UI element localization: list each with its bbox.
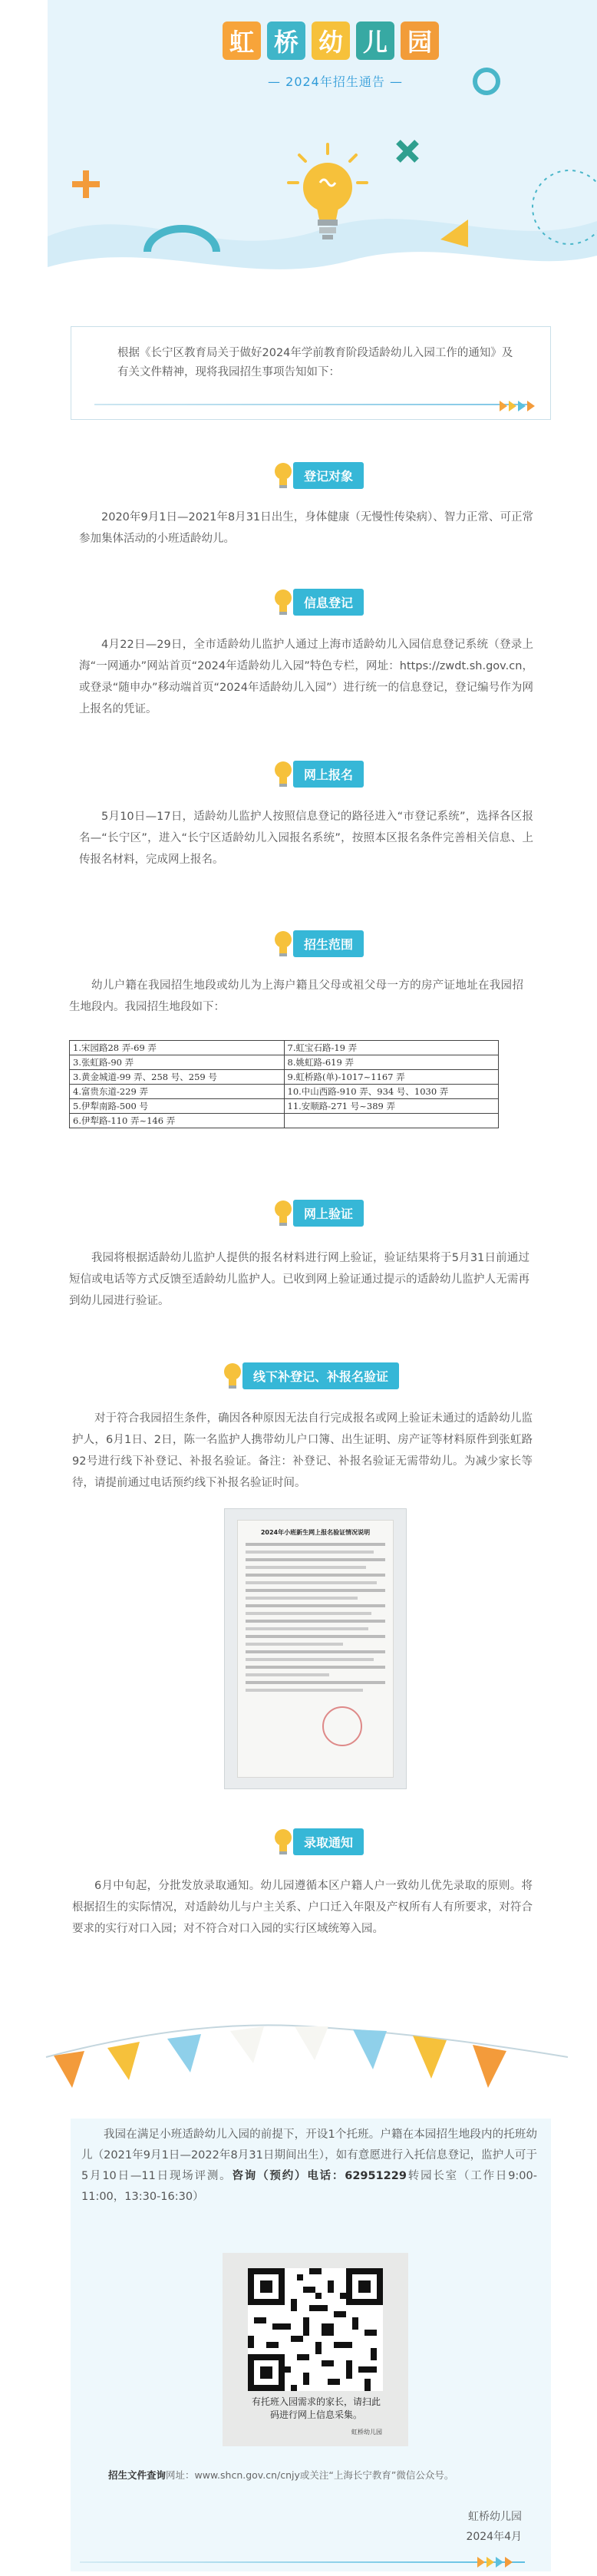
- section-title: 录取通知: [293, 1828, 364, 1855]
- page-subtitle: — 2024年招生通告 —: [268, 74, 403, 89]
- section-body: 5月10日—17日，适龄幼儿监护人按照信息登记的路径进入“市登记系统”，选择各区报名—“长宁区”，进入“长宁区适龄幼儿入园报名系统”，按照本区报名条件完善相关信息、上传报名材料，完成网上报名。: [79, 811, 533, 866]
- divider: [94, 404, 527, 405]
- bunting-decoration: [0, 2011, 597, 2111]
- table-cell: 9.虹桥路(单)-1017~1167 弄: [284, 1070, 499, 1085]
- section-body: 2020年9月1日—2021年8月31日出生，身体健康（无慢性传染病）、智力正常、可正常参加集体活动的小班适龄幼儿。: [79, 511, 533, 545]
- yellow-triangle-icon: [437, 216, 471, 250]
- qr-code-icon[interactable]: [248, 2268, 383, 2391]
- table-cell: 11.安顺路-271 号~389 弄: [284, 1099, 499, 1114]
- sign-date: 2024年4月: [466, 2531, 522, 2543]
- table-cell: 3.张虹路-90 弄: [70, 1055, 285, 1070]
- title-char: 儿: [356, 21, 394, 60]
- header-banner: [48, 0, 597, 305]
- qr-caption: 有托班入园需求的家长，请扫此码进行网上信息采集。: [251, 2396, 381, 2420]
- section-body: 4月22日—29日，全市适龄幼儿监护人通过上海市适龄幼儿入园信息登记系统（登录上海“一网通办”网站首页“2024年适龄幼儿入园”特色专栏，网址：https://zwdt.sh.gov.cn，或登录“随申办”移动端首页“2024年适龄幼儿入园”）进行统一的信息登记，登记编号作为网上报名的凭证。: [79, 639, 533, 715]
- teal-arc-icon: [140, 223, 224, 253]
- table-row: [70, 1041, 499, 1055]
- cross-icon: [394, 138, 421, 164]
- section-title: 登记对象: [293, 462, 364, 489]
- section-heading: [272, 586, 364, 617]
- lightbulb-icon: [285, 143, 370, 250]
- section-heading: [221, 1360, 399, 1391]
- table-row: [70, 1085, 499, 1099]
- title-row: [223, 21, 439, 60]
- intro-text: 根据《长宁区教育局关于做好2024年学前教育阶段适龄幼儿入园工作的通知》及有关文件精神，现将我园招生事项告知如下：: [117, 347, 513, 378]
- doc-query-text: 网址：www.shcn.gov.cn/cnjy或关注“上海长宁教育”微信公众号。: [166, 2469, 454, 2481]
- dotted-circle-icon: [516, 161, 597, 253]
- bulb-icon: [272, 587, 295, 616]
- table-cell: 3.黄金城道-99 弄、258 号、259 号: [70, 1070, 285, 1085]
- doc-query-label: 招生文件查询: [108, 2469, 167, 2481]
- table-cell: 7.虹宝石路-19 弄: [284, 1041, 499, 1055]
- table-cell: 4.富贵东道-229 弄: [70, 1085, 285, 1099]
- enroll-text: [81, 2125, 537, 2208]
- divider: [80, 2561, 525, 2563]
- section-title: 网上验证: [293, 1200, 364, 1227]
- stamp-icon: [322, 1706, 362, 1746]
- section-heading: [272, 1197, 364, 1228]
- section-title: 网上报名: [293, 761, 364, 788]
- plus-icon: [72, 170, 100, 198]
- section-heading: [272, 928, 364, 959]
- bulb-icon: [221, 1361, 244, 1390]
- photo-caption: 2024年小班新生网上报名验证情况说明: [260, 1529, 371, 1536]
- table-cell: 6.伊犁路-110 弄~146 弄: [70, 1114, 285, 1128]
- section-title: 信息登记: [293, 589, 364, 616]
- table-cell: 10.中山西路-910 弄、934 号、1030 弄: [284, 1085, 499, 1099]
- table-cell: 1.宋园路28 弄-69 弄: [70, 1041, 285, 1055]
- table-row: [70, 1114, 499, 1128]
- title-char: 虹: [223, 21, 261, 60]
- section-body: 6月中旬起，分批发放录取通知。幼儿园遵循本区户籍人户一致幼儿优先录取的原则。将根据招生的实际情况，对适龄幼儿与户主关系、户口迁入年限及产权所有人有所要求，对符合要求的实行对口入园；对不符合对口入园的实行区域统筹入园。: [72, 1880, 533, 1935]
- intro-box: [71, 326, 551, 420]
- doc-query: [89, 2465, 534, 2485]
- notice-photo: [224, 1508, 407, 1789]
- nursery-info: 我园在满足小班适龄幼儿入园的前提下，开设1个托班。户籍在本园招生地段内的托班幼儿（2021年9月1日—2022年8月31日期间出生），如有意愿进行入托信息登记，监护人可于5月10日—11日现场评测。: [81, 2129, 537, 2182]
- table-cell: [284, 1114, 499, 1128]
- table-row: [70, 1055, 499, 1070]
- table-row: [70, 1070, 499, 1085]
- section-heading: [272, 758, 364, 789]
- table-row: [70, 1099, 499, 1114]
- consult-phone[interactable]: 62951229: [345, 2170, 407, 2182]
- qr-card: [223, 2253, 408, 2446]
- consult-label: 咨询（预约）电话：: [232, 2170, 345, 2182]
- bulb-icon: [272, 1198, 295, 1227]
- bulb-icon: [272, 759, 295, 788]
- section-body: 对于符合我园招生条件，确因各种原因无法自行完成报名或网上验证未通过的适龄幼儿监护人，6月1日、2日，陈一名监护人携带幼儿户口簿、出生证明、房产证等材料原件到张虹路92号进行线下补登记、补报名验证。备注：补登记、补报名验证无需带幼儿。为减少家长等待，请提前通过电话预约线下补报名验证时间。: [72, 1412, 533, 1489]
- section-heading: [272, 460, 364, 490]
- bulb-icon: [272, 461, 295, 490]
- section-title: 线下补登记、补报名验证: [242, 1362, 399, 1389]
- title-char: 桥: [267, 21, 305, 60]
- table-cell: 8.姚虹路-619 弄: [284, 1055, 499, 1070]
- title-char: 园: [401, 21, 439, 60]
- qr-org: 虹桥幼儿园: [351, 2429, 382, 2436]
- bulb-icon: [272, 929, 295, 958]
- title-char: 幼: [312, 21, 350, 60]
- section-title: 招生范围: [293, 930, 364, 957]
- section-body: 幼儿户籍在我园招生地段或幼儿为上海户籍且父母或祖父母一方的房产证地址在我园招生地段内。我园招生地段如下：: [69, 979, 523, 1013]
- table-cell: 5.伊犁南路-500 号: [70, 1099, 285, 1114]
- consult-hours: 转园长室（工作日9:00-11:00，13:30-16:30）: [81, 2170, 537, 2203]
- sign-org: 虹桥幼儿园: [468, 2511, 522, 2523]
- section-body: 我园将根据适龄幼儿监护人提供的报名材料进行网上验证，验证结果将于5月31日前通过短信或电话等方式反馈至适龄幼儿监护人。已收到网上验证通过提示的适龄幼儿监护人无需再到幼儿园进行验证。: [69, 1252, 529, 1307]
- arrows-icon: [477, 2557, 513, 2568]
- district-table: [69, 1040, 499, 1128]
- arrows-icon: [500, 401, 535, 411]
- ring-icon: [471, 66, 502, 97]
- bulb-icon: [272, 1827, 295, 1856]
- section-heading: [272, 1826, 364, 1857]
